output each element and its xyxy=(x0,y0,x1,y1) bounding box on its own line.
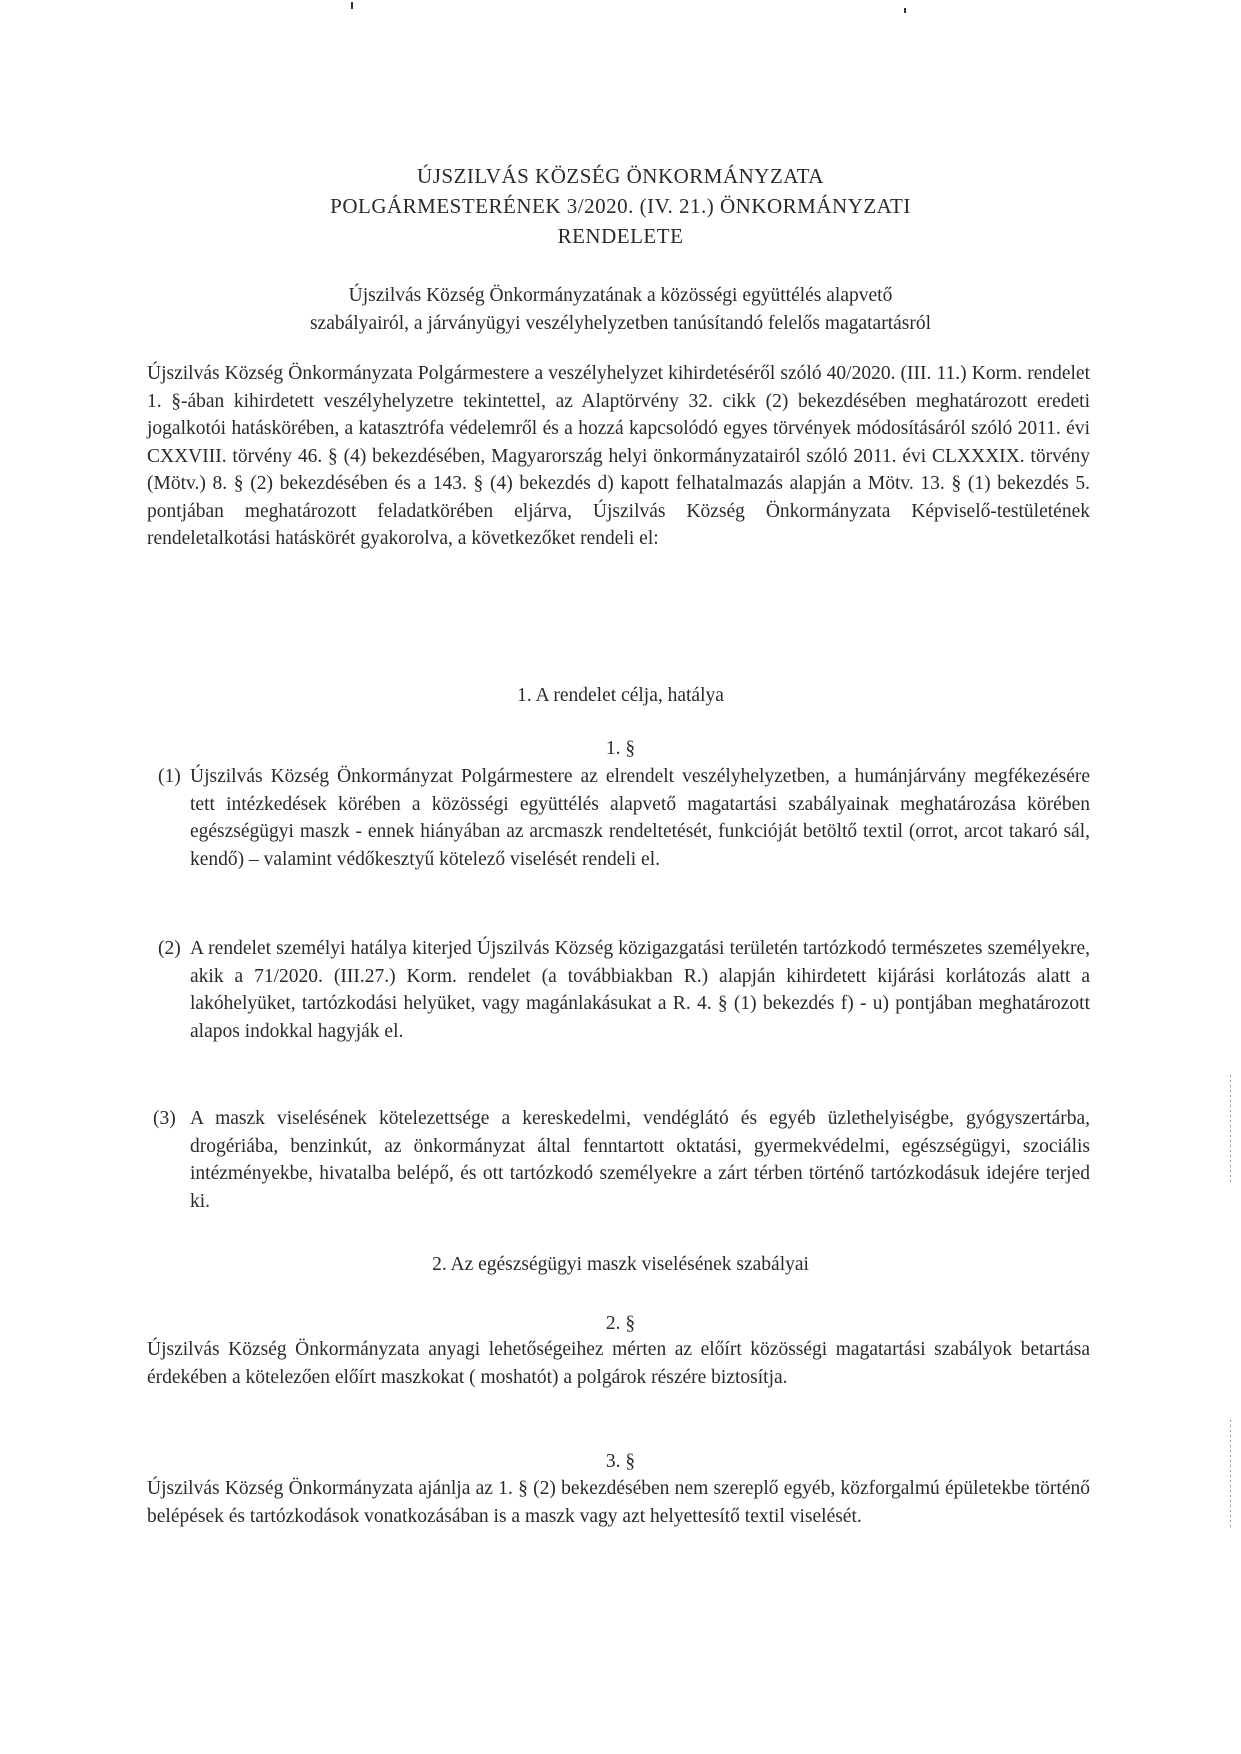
scan-speck xyxy=(351,2,353,9)
section-3-paragraph: Újszilvás Község Önkormányzata ajánlja az 1. § (2) bekezdésében nem szereplő egyéb, közforgalmú épületekbe történő belépések és tartózkodások vonatkozásában is a maszk vagy azt helyettesítő textil viselését. xyxy=(147,1478,1090,1527)
chapter-1-heading: 1. A rendelet célja, hatálya xyxy=(517,685,724,706)
paragraph-text: Újszilvás Község Önkormányzat Polgármestere az elrendelt veszélyhelyzetben, a humánjárvány megfékezésére tett intézkedések körében a közösségi együttélés alapvető magatartási szabályainak meghatározása körében egészségügyi maszk - ennek hiányában az arcmaszk rendeltetését, funkcióját betöltő textil (orrot, arcot takaró sál, kendő) – valamint védőkesztyű kötelező viselését rendeli el. xyxy=(190,766,1090,870)
scan-edge-mark xyxy=(1230,1075,1231,1185)
section-1-paragraph-2 xyxy=(158,935,1090,1045)
document-title-line-3: RENDELETE xyxy=(557,224,684,248)
chapter-2-heading: 2. Az egészségügyi maszk viselésének szabályai xyxy=(432,1254,809,1275)
document-title-line-2: POLGÁRMESTERÉNEK 3/2020. (IV. 21.) ÖNKORMÁNYZATI xyxy=(330,194,911,218)
document-subtitle-line-1: Újszilvás Község Önkormányzatának a közösségi együttélés alapvető xyxy=(348,285,893,306)
paragraph-number: (2) xyxy=(158,938,181,959)
section-1-paragraph-1 xyxy=(158,763,1090,873)
section-2-heading: 2. § xyxy=(605,1313,636,1334)
scan-speck xyxy=(904,8,906,13)
section-2-paragraph: Újszilvás Község Önkormányzata anyagi lehetőségeihez mérten az előírt közösségi magatartási szabályok betartása érdekében a kötelezően előírt maszkokat ( moshatót) a polgárok részére biztosítja. xyxy=(147,1339,1090,1388)
preamble-paragraph: Újszilvás Község Önkormányzata Polgármestere a veszélyhelyzet kihirdetéséről szóló 40/2020. (III. 11.) Korm. rendelet 1. §-ában kihirdetett veszélyhelyzetre tekintettel, az Alaptörvény 32. cikk (2) bekezdésében meghatározott eredeti jogalkotói hatáskörében, a katasztrófa védelemről és a hozzá kapcsolódó egyes törvények módosításáról szóló 2011. évi CXXVIII. törvény 46. § (4) bekezdésében, Magyarország helyi önkormányzatairól szóló 2011. évi CLXXXIX. törvény (Mötv.) 8. § (2) bekezdésében és a 143. § (4) bekezdés d) kapott felhatalmazás alapján a Mötv. 13. § (1) bekezdés 5. pontjában meghatározott feladatkörében eljárva, Újszilvás Község Önkormányzata Képviselő-testületének rendeletalkotási hatáskörét gyakorolva, a következőket rendeli el: xyxy=(147,363,1090,549)
section-1-heading: 1. § xyxy=(605,738,636,759)
paragraph-number: (3) xyxy=(153,1108,176,1129)
paragraph-text: A maszk viselésének kötelezettsége a kereskedelmi, vendéglátó és egyéb üzlethelyiségbe, gyógyszertárba, drogériába, benzinkút, az önkormányzat által fenntartott oktatási, gyermekvédelmi, egészségügyi, szociális intézményekbe, hivatalba belépő, és ott tartózkodó személyekre a zárt térben történő tartózkodásuk idejére terjed ki. xyxy=(190,1108,1090,1212)
document-title-line-1: ÚJSZILVÁS KÖZSÉG ÖNKORMÁNYZATA xyxy=(417,164,824,188)
section-3-heading: 3. § xyxy=(605,1451,636,1472)
section-1-paragraph-3 xyxy=(153,1105,1090,1215)
scan-edge-mark xyxy=(1230,1420,1231,1530)
document-subtitle-line-2: szabályairól, a járványügyi veszélyhelyzetben tanúsítandó felelős magatartásról xyxy=(309,313,932,334)
paragraph-number: (1) xyxy=(158,766,181,787)
paragraph-text: A rendelet személyi hatálya kiterjed Újszilvás Község közigazgatási területén tartózkodó természetes személyekre, akik a 71/2020. (III.27.) Korm. rendelet (a továbbiakban R.) alapján kihirdetett kijárási korlátozás alatt a lakóhelyüket, tartózkodási helyüket, vagy magánlakásukat a R. 4. § (1) bekezdés f) - u) pontjában meghatározott alapos indokkal hagyják el. xyxy=(190,938,1090,1042)
